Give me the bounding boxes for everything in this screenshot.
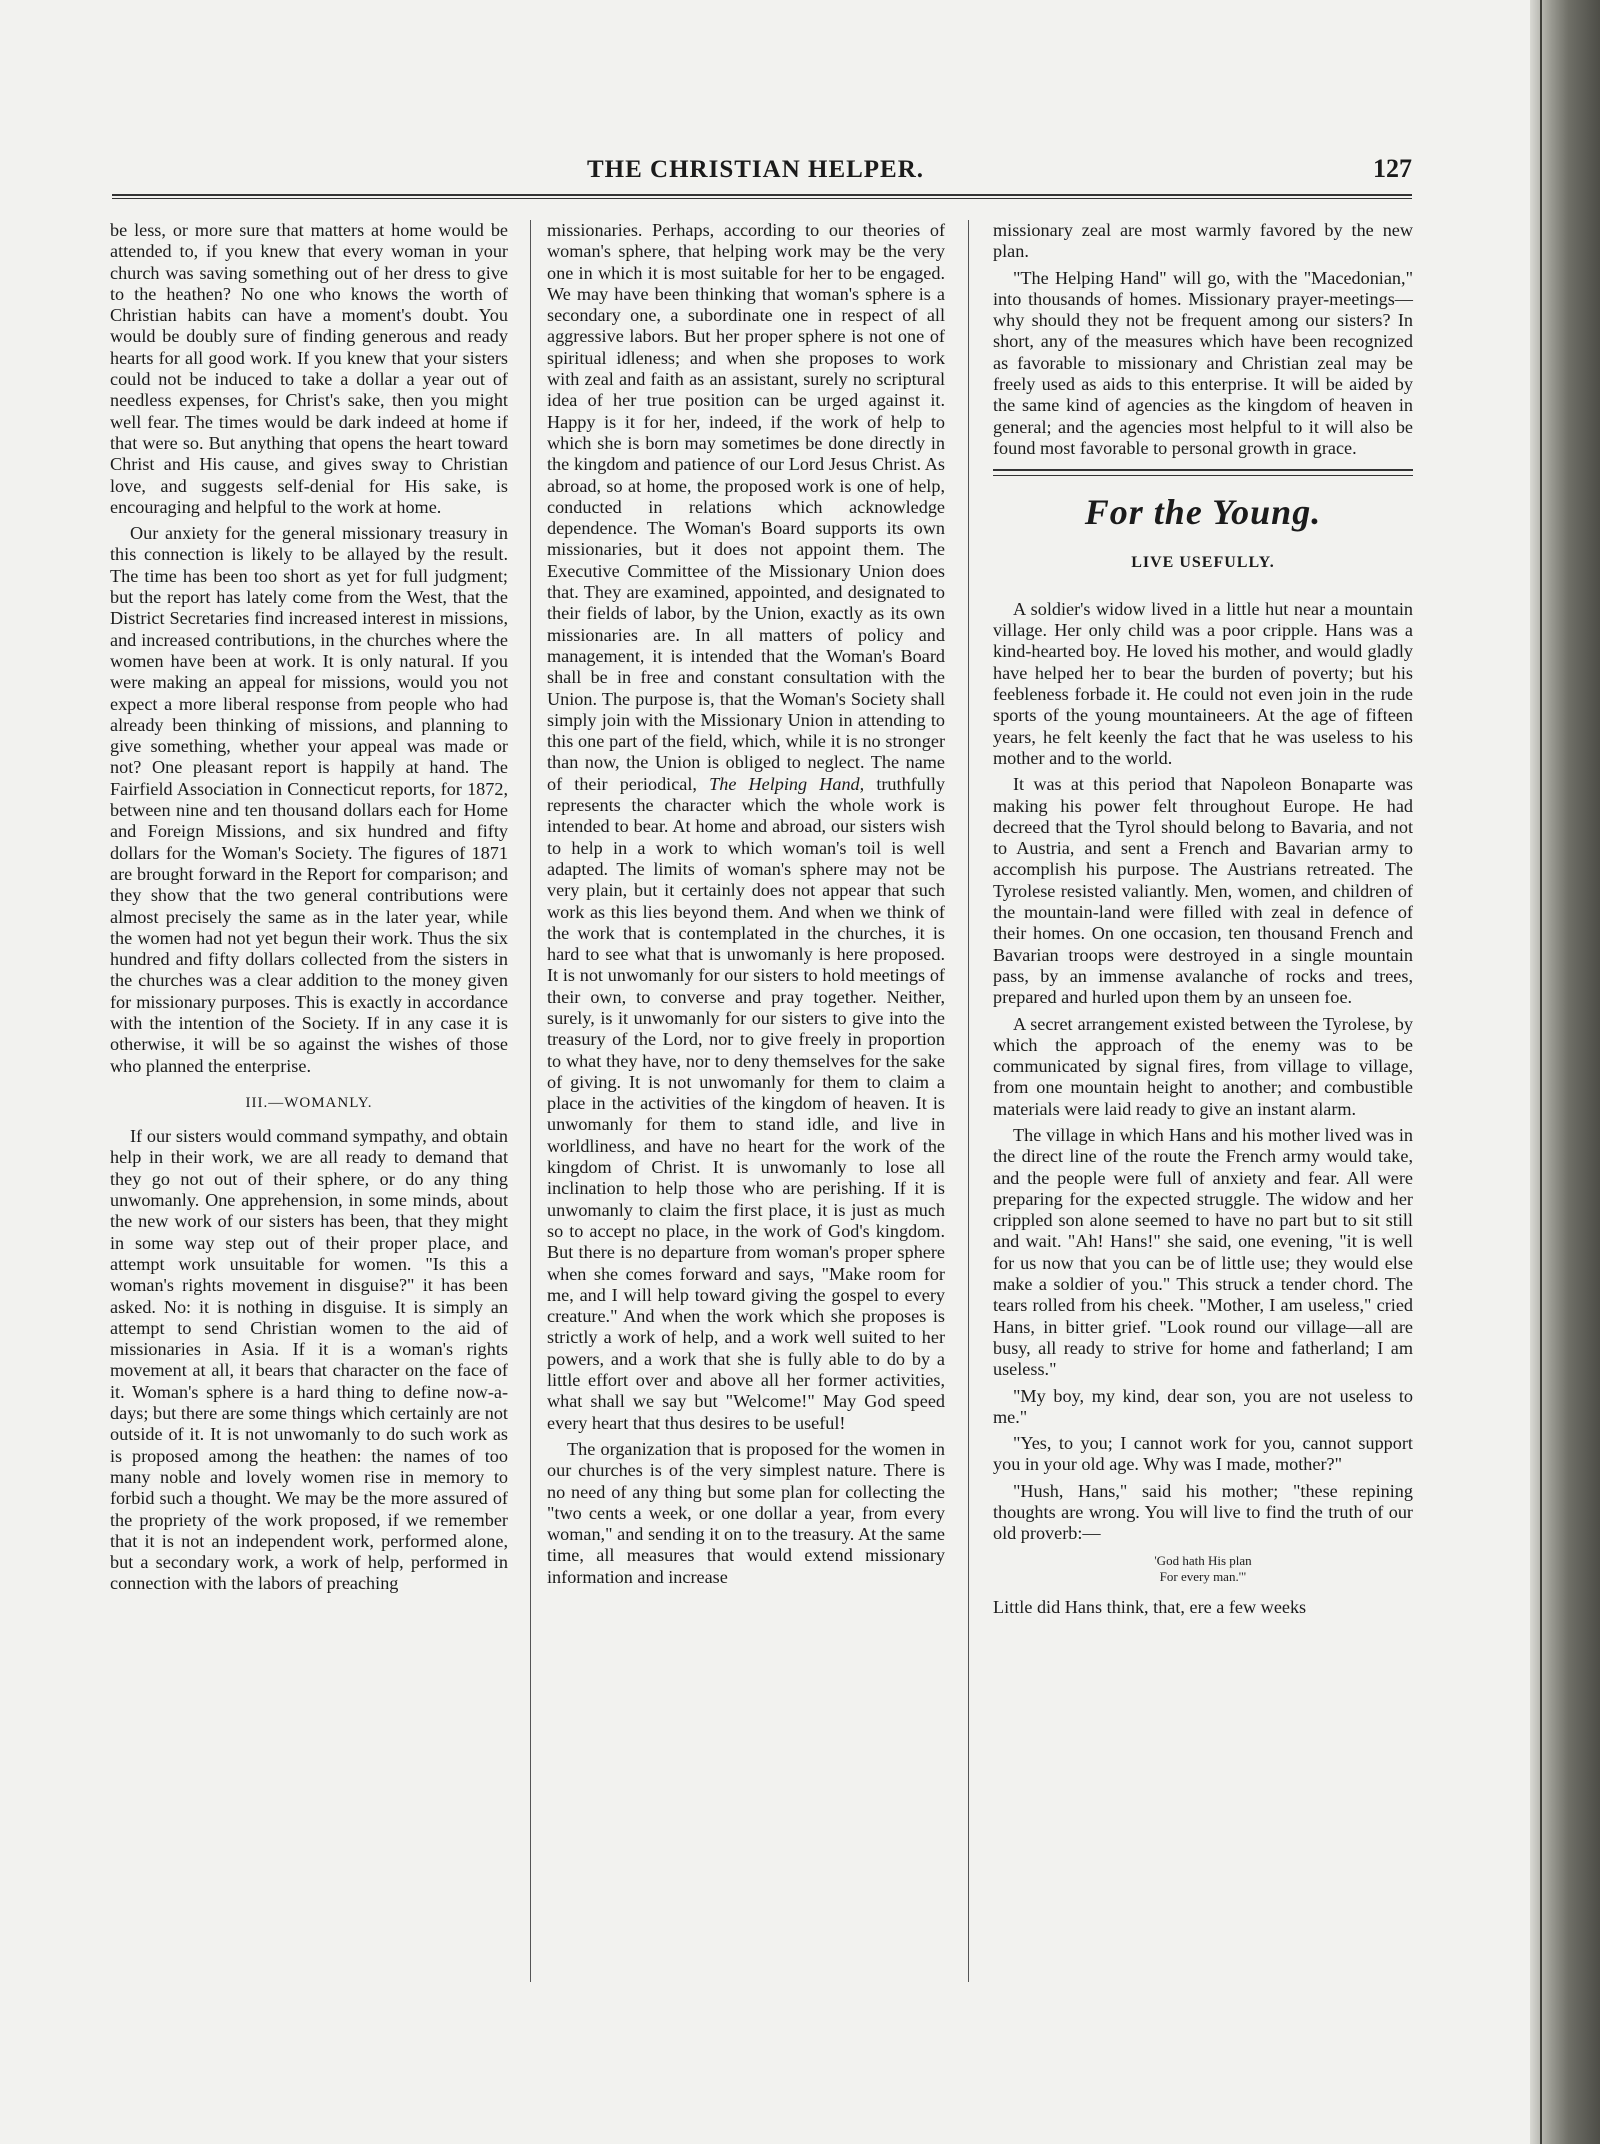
periodical-name: The Helping Hand, [709,773,865,794]
paragraph: Little did Hans think, that, ere a few weeks [993,1596,1307,1617]
paragraph: "The Helping Hand" will go, with the "Macedonian," into thousands of homes. Missionary prayer-meetings—why should they not be frequent among our sisters? In short, any of the measures which have been recognized as favorable to missionary and Christian zeal may be freely used as aids to this enterprise. It will be aided by the same kind of agencies as the kingdom of heaven in general; and the agencies most helpful to it will also be found most favorable to personal growth in grace. [993,267,1413,458]
paragraph: A secret arrangement existed between the Tyrolese, by which the approach of the enemy was to be communicated by signal fires, from village to village, from one mountain height to another; and combustible materials were laid ready to give an instant alarm. [993,1013,1413,1119]
column-1 [110,220,508,1600]
paragraph: A soldier's widow lived in a little hut near a mountain village. Her only child was a poor cripple. Hans was a kind-hearted boy. He loved his mother, and would gladly have helped her to bear the burden of poverty; but his feebleness forbade it. He could not even join in the rude sports of the young mountaineers. At the age of fifteen years, he felt keenly the fact that he was useless to his mother and to the world. [993,598,1413,768]
paragraph: Our anxiety for the general missionary treasury in this connection is likely to be allayed by the result. The time has been too short as yet for full judgment; but the report has lately come from the West, that the District Secretaries find increased interest in missions, and increased contributions, in the churches where the women have been at work. It is only natural. If you were making an appeal for missions, would you not expect a more liberal response from people who had already been thinking of missions, and planning to give something, whether your appeal was made or not? One pleasant report is happily at hand. The Fairfield Association in Connecticut reports, for 1872, between nine and ten thousand dollars each for Home and Foreign Missions, and six hundred and fifty dollars for the Woman's Society. The figures of 1871 are brought forward in the Report for comparison; and they show that the two general contributions were almost precisely the same as in the later year, while the women had not yet begun their work. Thus the six hundred and fifty dollars collected from the sisters in the churches was a clear addition to the money given for missionary purposes. This is exactly in accordance with the intention of the Society. If in any case it is otherwise, it will be so against the wishes of those who planned the enterprise. [110,523,508,1076]
column-3 [993,220,1413,1623]
section-rule-thin [993,475,1413,476]
column-divider [530,220,531,1982]
paragraph-text: truthfully represents the character which the whole work is intended to bear. At home and abroad, our sisters wish to help in a work to which woman's toil is well adapted. The limits of woman's sphere may not be very plain, but it certainly does not appear that such work as this lies beyond them. And when we think of the work that is contemplated in the churches, it is hard to see what that is unwomanly is here proposed. It is not unwomanly for our sisters to hold meetings of their own, to converse and pray together. Neither, surely, is it unwomanly for our sisters to give into the treasury of the Lord, nor to give freely in proportion to what they have, nor to deny themselves for the sake of giving. It is not unwomanly for them to claim a place in the activities of the kingdom of heaven. It is unwomanly for them to stand idle, and live in worldliness, and have no heart for the work of the kingdom of Christ. It is unwomanly to lose all inclination to help those who are perishing. If it is unwomanly to claim the first place, it is just as much so to accept no place, in the work of God's kingdom. But there is no departure from woman's proper sphere when she comes forward and says, "Make room for me, and I will help toward giving the gospel to every creature." And when the work which she proposes is strictly a work of help, and a work well suited to her powers, and a work that she is fully able to do by a little effort over and above all her former activities, what shall we say but "Welcome!" May God speed every heart that thus desires to be useful! [547,773,946,1433]
proverb-line: 'God hath His plan [1154,1552,1252,1568]
paragraph: The organization that is proposed for the women in our churches is of the very simplest nature. There is no need of any thing but some plan for collecting the "two cents a week, or one dollar a year, from every woman," and sending it on to the treasury. At the same time, all measures that would extend missionary information and increase [547,1438,945,1587]
paragraph: It was at this period that Napoleon Bonaparte was making his power felt throughout Europe. He had decreed that the Tyrol should belong to Bavaria, and not to Austria, and sent a French and Bavarian army to accomplish his purpose. The Austrians retreated. The Tyrolese resisted valiantly. Men, women, and children of the mountain-land were filled with zeal in defence of their homes. On one occasion, ten thousand French and Bavarian troops were destroyed in a single mountain pass, by an immense avalanche of rocks and trees, prepared and hurled upon them by an unseen foe. [993,774,1413,1008]
paragraph: "My boy, my kind, dear son, you are not useless to me." [993,1385,1413,1427]
paragraph [547,220,945,1434]
proverb-line: For every man.'" [1159,1568,1247,1584]
paragraph: missionary zeal are most warmly favored by the new plan. [993,220,1413,262]
proverb [993,1553,1413,1585]
paragraph: If our sisters would command sympathy, and obtain help in their work, we are all ready to demand that they go not out of their sphere, or do any thing unwomanly. One apprehension, in some minds, about the new work of our sisters has been, that they might in some way step out of their proper place, and attempt work unsuitable for women. "Is this a woman's rights movement in disguise?" it has been asked. No: it is nothing in disguise. It is simply an attempt to send Christian women to the aid of missionaries in Asia. If it is a woman's rights movement at all, it bears that character on the face of it. Woman's sphere is a hard thing to define now-a-days; but there are some things which certainly are not outside of it. It is not unwomanly to do such work as is proposed among the heathen: the names of too many noble and lovely women rise in memory to forbid such a thought. We may be the more assured of the propriety of the work proposed, if we remember that it is not an independent work, performed alone, but a secondary work, a work of help, performed in connection with the labors of preaching [110,1126,508,1594]
section-heading: III.—WOMANLY. [245,1094,373,1111]
paragraph-text: missionaries. Perhaps, according to our theories of woman's sphere, that helping work may be the very one in which it is most suitable for her to be engaged. We may have been thinking that woman's sphere is a secondary one, a subordinate one in respect of all aggressive labors. But her proper sphere is not one of spiritual idleness; and when she proposes to work with zeal and faith as an assistant, surely no scriptural idea of her true position can be urged against it. Happy is it for her, indeed, if the work of help to which she is born may sometimes be done directly in the kingdom and patience of our Lord Jesus Christ. As abroad, so at home, the proposed work is one of help, conducted in relations which acknowledge dependence. The Woman's Board supports its own missionaries, but it does not appoint them. The Executive Committee of the Missionary Union does that. They are examined, appointed, and designated to their fields of labor, by the Union, exactly as its own missionaries are. In all matters of policy and management, it is intended that the Woman's Board shall be in free and constant consultation with the Union. The purpose is, that the Woman's Society shall simply join with the Missionary Union in attending to this one part of the field, which, while it is no stronger than now, the Union is obliged to neglect. The name of their periodical, [547,220,945,794]
periodical-title: THE CHRISTIAN HELPER. [587,156,925,183]
header-rule-thin [112,198,1412,199]
book-edge-line [1540,0,1542,2144]
paragraph: The village in which Hans and his mother lived was in the direct line of the route the French army would take, and the people were full of anxiety and fear. All were preparing for the expected struggle. The widow and her crippled son alone seemed to have no part but to sit still and wait. "Ah! Hans!" she said, one evening, "it is well for us now that you can be of little use; they would else make a soldier of you." This struck a tender chord. The tears rolled from his cheek. "Mother, I am useless," cried Hans, in bitter grief. "Look round our village—all are busy, all ready to strive for home and fatherland; I am useless." [993,1124,1413,1380]
running-header [112,156,1412,186]
story-title: LIVE USEFULLY. [1131,553,1275,571]
paragraph: "Hush, Hans," said his mother; "these repining thoughts are wrong. You will live to find the truth of our old proverb:— [993,1480,1413,1544]
header-rule [112,194,1412,196]
column-divider [968,220,969,1982]
paragraph: be less, or more sure that matters at home would be attended to, if you knew that every woman in your church was saving something out of her dress to give to the heathen? No one who knows the worth of Christian habits can have a moment's doubt. You would be doubly sure of finding generous and ready hearts for all good work. If you knew that your sisters could not be induced to take a dollar a year out of needless expenses, for Christ's sake, then you might well fear. The times would be dark indeed at home if that were so. But anything that opens the heart toward Christ and His cause, and gives sway to Christian love, and suggests self-denial for His sake, is encouraging and helpful to the work at home. [110,220,508,517]
section-rule [993,469,1413,471]
paragraph: "Yes, to you; I cannot work for you, cannot support you in your old age. Why was I made, mother?" [993,1433,1413,1475]
page-number: 127 [1373,154,1412,183]
column-2 [547,220,945,1593]
section-heading: For the Young. [1084,492,1322,533]
